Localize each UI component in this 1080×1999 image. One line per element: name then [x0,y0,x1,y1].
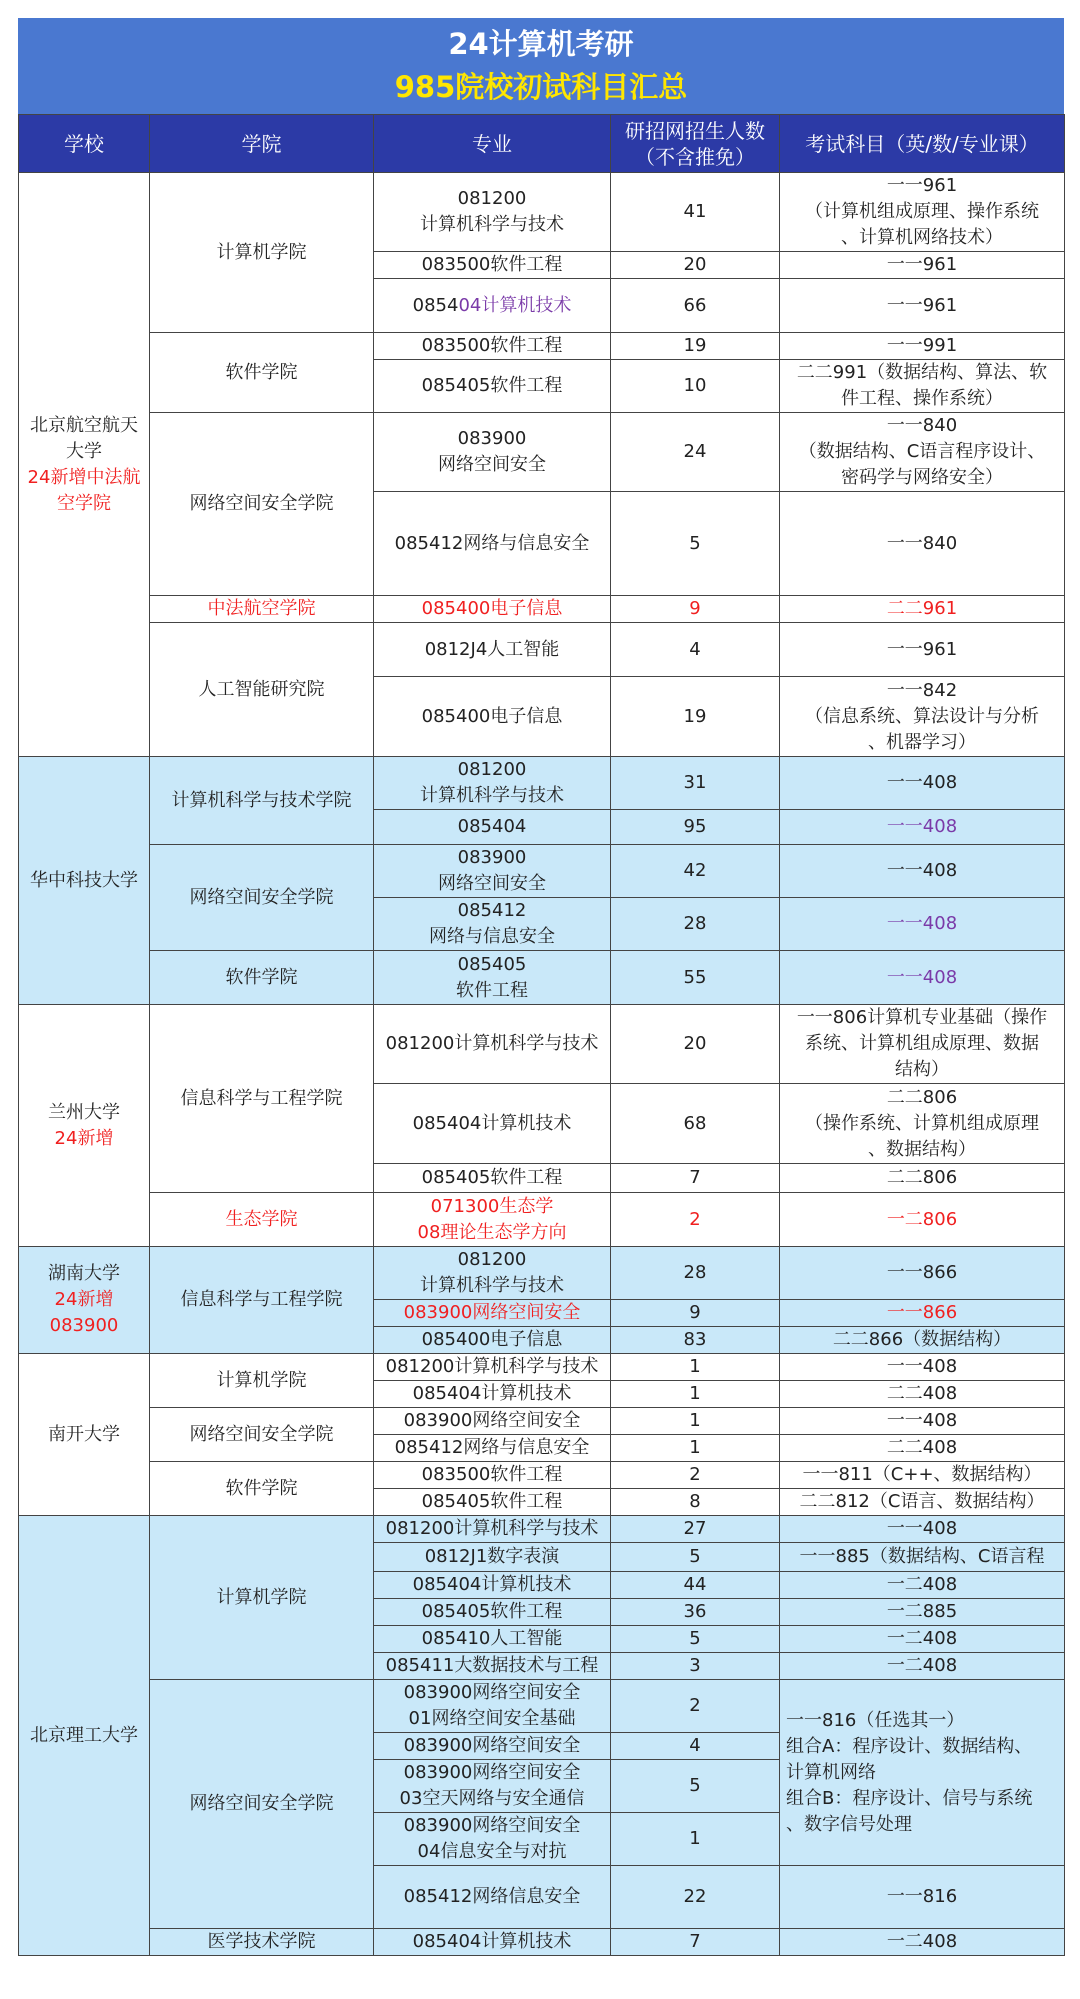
count-cell: 8 [611,1489,780,1516]
col-header-college: 学院 [150,115,374,173]
table-row [19,413,1065,492]
count-cell: 20 [611,1005,780,1084]
count-cell: 7 [611,1164,780,1193]
table-row [19,1247,1065,1300]
major-part: 04计算机技术 [458,294,572,316]
col-header-major: 专业 [374,115,611,173]
exam-cell: 一二408 [780,1929,1065,1956]
count-cell: 5 [611,1626,780,1653]
count-cell: 9 [611,1300,780,1327]
major-cell: 085405软件工程 [374,1489,611,1516]
count-cell: 7 [611,1929,780,1956]
count-cell: 2 [611,1193,780,1247]
college-cell: 网络空间安全学院 [150,1408,374,1462]
college-cell: 网络空间安全学院 [150,413,374,596]
school-name: 兰州大学 [48,1101,120,1123]
count-cell: 9 [611,596,780,623]
exam-cell: 二二806 [780,1164,1065,1193]
exam-cell: 二二408 [780,1381,1065,1408]
college-cell: 计算机科学与技术学院 [150,757,374,845]
major-cell: 083900网络空间安全 [374,1300,611,1327]
major-cell: 085405软件工程 [374,1164,611,1193]
count-cell: 31 [611,757,780,810]
count-cell: 1 [611,1435,780,1462]
exam-cell: 一二408 [780,1572,1065,1599]
exam-cell: 一一408 [780,951,1065,1005]
major-cell: 085404计算机技术 [374,1572,611,1599]
school-cell [19,173,150,757]
table-row [19,333,1065,360]
exam-cell: 一一408 [780,1516,1065,1543]
table-row [19,1680,1065,1733]
college-cell: 网络空间安全学院 [150,845,374,951]
title-banner [18,18,1064,114]
exam-cell: 一一961 [780,623,1065,677]
exam-cell: 一一885（数据结构、C语言程 [780,1543,1065,1572]
school-cell [19,1005,150,1247]
exam-cell: 二二408 [780,1435,1065,1462]
school-note: 24新增中法航 空学院 [27,466,141,514]
major-cell: 081200 计算机科学与技术 [374,1247,611,1300]
table-row [19,1005,1065,1084]
col-header-count: 研招网招生人数 （不含推免） [611,115,780,173]
school-cell [19,1247,150,1354]
count-cell: 10 [611,360,780,413]
college-cell: 信息科学与工程学院 [150,1005,374,1193]
exam-cell: 一一961 [780,252,1065,279]
school-note: 24新增083900 [49,1289,119,1336]
major-cell: 085400电子信息 [374,1327,611,1354]
college-cell: 信息科学与工程学院 [150,1247,374,1354]
major-cell: 0812J4人工智能 [374,623,611,677]
count-cell: 5 [611,492,780,596]
title-line2: 985院校初试科目汇总 [394,70,688,104]
major-cell: 081200 计算机科学与技术 [374,173,611,252]
college-cell: 计算机学院 [150,1516,374,1680]
exam-cell: 一一842 （信息系统、算法设计与分析 、机器学习） [780,677,1065,757]
count-cell: 1 [611,1408,780,1435]
table-row [19,845,1065,898]
count-cell: 5 [611,1760,780,1813]
major-cell: 085404计算机技术 [374,1084,611,1164]
major-cell: 085412网络信息安全 [374,1866,611,1929]
major-cell: 083900网络空间安全 03空天网络与安全通信 [374,1760,611,1813]
major-cell: 083500软件工程 [374,1462,611,1489]
count-cell: 55 [611,951,780,1005]
count-cell: 2 [611,1462,780,1489]
exam-subject-table [18,114,1065,1956]
college-cell: 软件学院 [150,333,374,413]
school-name: 湖南大学 [48,1263,120,1284]
major-cell [374,279,611,333]
major-cell: 083900 网络空间安全 [374,413,611,492]
school-cell: 南开大学 [19,1354,150,1516]
count-cell: 1 [611,1381,780,1408]
major-cell: 085405软件工程 [374,1599,611,1626]
major-cell: 083900网络空间安全 01网络空间安全基础 [374,1680,611,1733]
major-cell: 0812J1数字表演 [374,1543,611,1572]
count-cell: 36 [611,1599,780,1626]
college-cell: 中法航空学院 [150,596,374,623]
exam-cell: 一二408 [780,1653,1065,1680]
major-cell: 085404计算机技术 [374,1381,611,1408]
exam-cell: 一一840 （数据结构、C语言程序设计、 密码学与网络安全） [780,413,1065,492]
major-cell: 085405 软件工程 [374,951,611,1005]
title-line1: 24计算机考研 [448,27,634,61]
major-cell: 085410人工智能 [374,1626,611,1653]
exam-cell: 一一866 [780,1300,1065,1327]
major-cell: 083900 网络空间安全 [374,845,611,898]
major-cell: 081200 计算机科学与技术 [374,757,611,810]
major-cell: 083900网络空间安全 [374,1408,611,1435]
table-row [19,623,1065,677]
major-cell: 085404计算机技术 [374,1929,611,1956]
major-cell: 085412网络与信息安全 [374,1435,611,1462]
major-cell: 083500软件工程 [374,252,611,279]
college-cell: 软件学院 [150,951,374,1005]
count-cell: 41 [611,173,780,252]
count-cell: 4 [611,1733,780,1760]
table-row [19,1929,1065,1956]
major-cell: 083900网络空间安全 04信息安全与对抗 [374,1813,611,1866]
count-cell: 19 [611,333,780,360]
exam-cell: 二二991（数据结构、算法、软 件工程、操作系统） [780,360,1065,413]
exam-cell: 一一806计算机专业基础（操作 系统、计算机组成原理、数据 结构） [780,1005,1065,1084]
exam-cell: 二二806 （操作系统、计算机组成原理 、数据结构） [780,1084,1065,1164]
exam-cell: 一一866 [780,1247,1065,1300]
table-row [19,1462,1065,1489]
exam-cell: 一一816 [780,1866,1065,1929]
count-cell: 28 [611,898,780,951]
exam-cell: 一一408 [780,1354,1065,1381]
major-cell: 085404 [374,810,611,845]
count-cell: 1 [611,1354,780,1381]
count-cell: 19 [611,677,780,757]
count-cell: 83 [611,1327,780,1354]
college-cell: 生态学院 [150,1193,374,1247]
count-cell: 20 [611,252,780,279]
exam-cell: 一二806 [780,1193,1065,1247]
major-part: 0854 [412,294,459,316]
major-cell: 085412网络与信息安全 [374,492,611,596]
col-header-school: 学校 [19,115,150,173]
exam-cell: 一二408 [780,1626,1065,1653]
table-row [19,596,1065,623]
major-cell: 085405软件工程 [374,360,611,413]
count-cell: 4 [611,623,780,677]
table-row [19,173,1065,252]
count-cell: 24 [611,413,780,492]
table-row [19,1516,1065,1543]
college-cell: 网络空间安全学院 [150,1680,374,1929]
count-cell: 1 [611,1813,780,1866]
count-cell: 28 [611,1247,780,1300]
count-cell: 5 [611,1543,780,1572]
college-cell: 计算机学院 [150,173,374,333]
exam-cell: 一一840 [780,492,1065,596]
major-cell: 085400电子信息 [374,596,611,623]
exam-cell: 一一408 [780,1408,1065,1435]
table-row [19,1354,1065,1381]
exam-cell: 一一991 [780,333,1065,360]
col-header-exam: 考试科目（英/数/专业课） [780,115,1065,173]
count-cell: 27 [611,1516,780,1543]
exam-cell: 二二866（数据结构） [780,1327,1065,1354]
major-cell: 085400电子信息 [374,677,611,757]
school-cell: 华中科技大学 [19,757,150,1005]
exam-cell: 一一408 [780,898,1065,951]
count-cell: 22 [611,1866,780,1929]
school-note: 24新增 [54,1127,114,1149]
table-row [19,1408,1065,1435]
major-cell: 071300生态学 08理论生态学方向 [374,1193,611,1247]
major-cell: 081200计算机科学与技术 [374,1516,611,1543]
table-row [19,951,1065,1005]
exam-cell: 一一816（任选其一） 组合A：程序设计、数据结构、 计算机网络 组合B：程序设计、信号与系统 、数字信号处理 [780,1680,1065,1866]
exam-cell: 一一961 （计算机组成原理、操作系统 、计算机网络技术） [780,173,1065,252]
count-cell: 95 [611,810,780,845]
exam-cell: 一一811（C++、数据结构） [780,1462,1065,1489]
count-cell: 42 [611,845,780,898]
college-cell: 人工智能研究院 [150,623,374,757]
table-row [19,1193,1065,1247]
major-cell: 085412 网络与信息安全 [374,898,611,951]
major-cell: 083500软件工程 [374,333,611,360]
count-cell: 2 [611,1680,780,1733]
major-cell: 081200计算机科学与技术 [374,1354,611,1381]
exam-cell: 一二885 [780,1599,1065,1626]
college-cell: 计算机学院 [150,1354,374,1408]
exam-cell: 二二812（C语言、数据结构） [780,1489,1065,1516]
count-cell: 66 [611,279,780,333]
college-cell: 医学技术学院 [150,1929,374,1956]
summary-table-container [18,18,1064,1956]
exam-cell: 一一408 [780,845,1065,898]
table-row [19,757,1065,810]
major-cell: 085411大数据技术与工程 [374,1653,611,1680]
exam-cell: 二二961 [780,596,1065,623]
college-cell: 软件学院 [150,1462,374,1516]
exam-cell: 一一961 [780,279,1065,333]
exam-cell: 一一408 [780,757,1065,810]
count-cell: 68 [611,1084,780,1164]
major-cell: 081200计算机科学与技术 [374,1005,611,1084]
count-cell: 44 [611,1572,780,1599]
major-cell: 083900网络空间安全 [374,1733,611,1760]
exam-cell: 一一408 [780,810,1065,845]
count-cell: 3 [611,1653,780,1680]
school-name: 北京航空航天 大学 [30,414,138,462]
school-cell: 北京理工大学 [19,1516,150,1956]
